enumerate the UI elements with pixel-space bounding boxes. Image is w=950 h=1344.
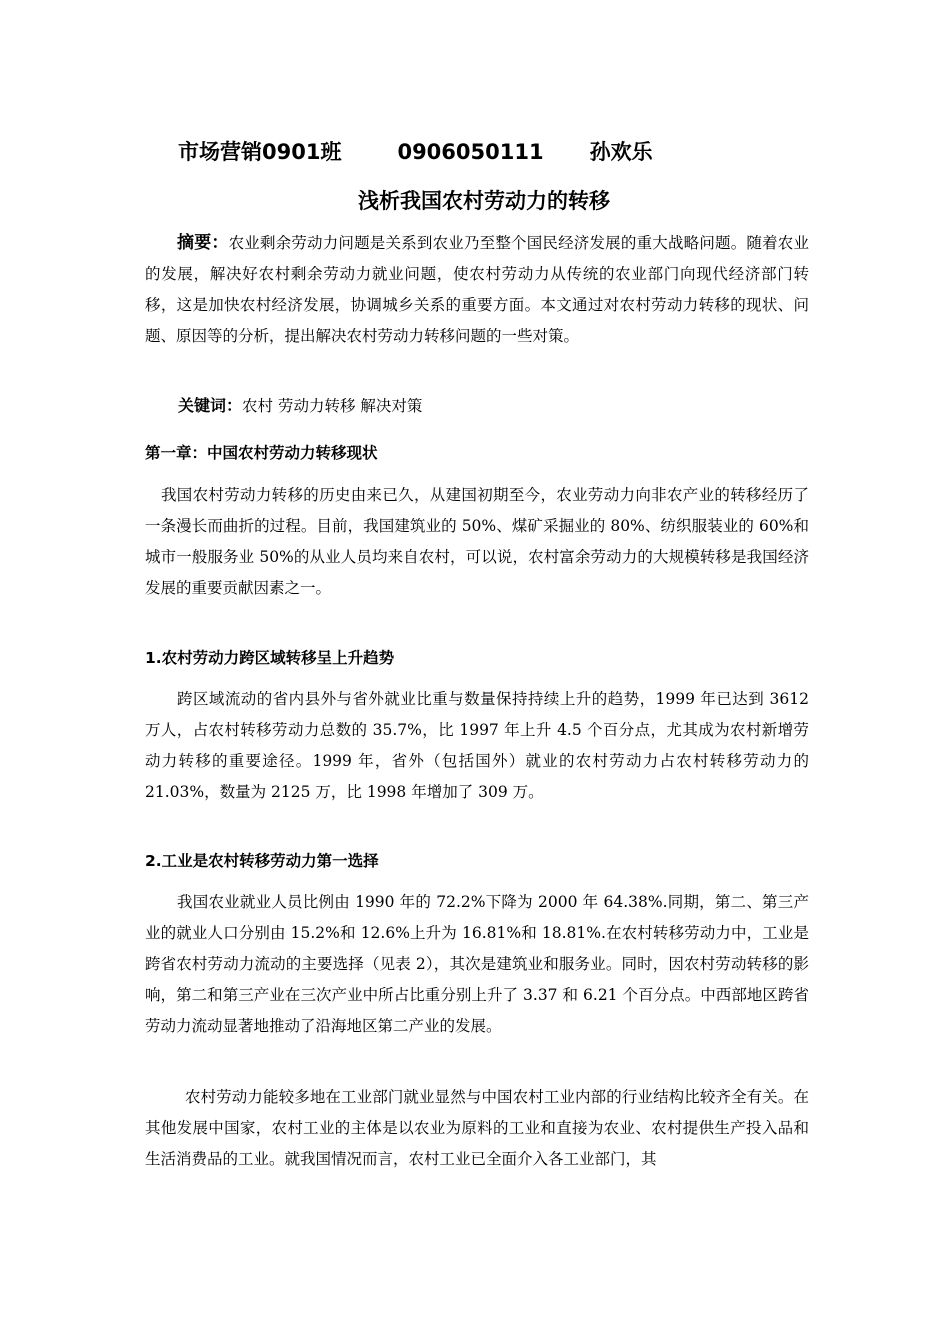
abstract-label: 摘要： — [177, 233, 229, 253]
keywords-text: 农村 劳动力转移 解决对策 — [242, 397, 423, 415]
section-2-paragraph: 我国农业就业人员比例由 1990 年的 72.2%下降为 2000 年 64.38%.同期，第二、第三产业的就业人口分别由 15.2%和 12.6%上升为 16.81%和 18.81%.在农村转移劳动力中，工业是跨省农村劳动力流动的主要选择（见表 2），其次是建筑业和服务业。同时，因农村劳动转移的影响，第二和第三产业在三次产业中所占比重分别上升了 3.37 和 6.21 个百分点。中西部地区跨省劳动力流动显著地推动了沿海地区第二产业的发展。 — [145, 893, 809, 1035]
section-heading-2: 2.工业是农村转移劳动力第一选择 — [145, 852, 379, 870]
class-name: 市场营销0901班 — [178, 140, 342, 164]
author-line — [178, 136, 653, 166]
keywords-line — [178, 393, 422, 416]
section-1-paragraph: 跨区域流动的省内县外与省外就业比重与数量保持持续上升的趋势，1999 年已达到 3612 万人，占农村转移劳动力总数的 35.7%，比 1997 年上升 4.5 个百分点，尤其成为农村新增劳动力转移的重要途径。1999 年，省外（包括国外）就业的农村劳动力占农村转移劳动力的 21.03%，数量为 2125 万，比 1998 年增加了 309 万。 — [145, 690, 809, 801]
section-2-paragraph-continued: 农村劳动力能较多地在工业部门就业显然与中国农村工业内部的行业结构比较齐全有关。在其他发展中国家，农村工业的主体是以农业为原料的工业和直接为农业、农村提供生产投入品和生活消费品的工业。就我国情况而言，农村工业已全面介入各工业部门，其 — [145, 1088, 809, 1168]
paper-title: 浅析我国农村劳动力的转移 — [358, 189, 610, 213]
abstract-text: 农业剩余劳动力问题是关系到农业乃至整个国民经济发展的重大战略问题。随着农业的发展，解决好农村剩余劳动力就业问题，使农村劳动力从传统的农业部门向现代经济部门转移，这是加快农村经济发展，协调城乡关系的重要方面。本文通过对农村劳动力转移的现状、问题、原因等的分析，提出解决农村劳动力转移问题的一些对策。 — [145, 234, 809, 345]
chapter-heading: 第一章：中国农村劳动力转移现状 — [145, 444, 378, 462]
chapter-intro-paragraph: 我国农村劳动力转移的历史由来已久，从建国初期至今，农业劳动力向非农产业的转移经历了一条漫长而曲折的过程。目前，我国建筑业的 50%、煤矿采掘业的 80%、纺织服装业的 60%和城市一般服务业 50%的从业人员均来自农村，可以说，农村富余劳动力的大规模转移是我国经济发展的重要贡献因素之一。 — [145, 486, 809, 597]
author-name: 孙欢乐 — [589, 140, 653, 164]
abstract-paragraph — [145, 228, 809, 352]
section-heading-1: 1.农村劳动力跨区域转移呈上升趋势 — [145, 649, 395, 667]
keywords-label: 关键词： — [178, 396, 243, 415]
student-id: 0906050111 — [397, 140, 544, 164]
